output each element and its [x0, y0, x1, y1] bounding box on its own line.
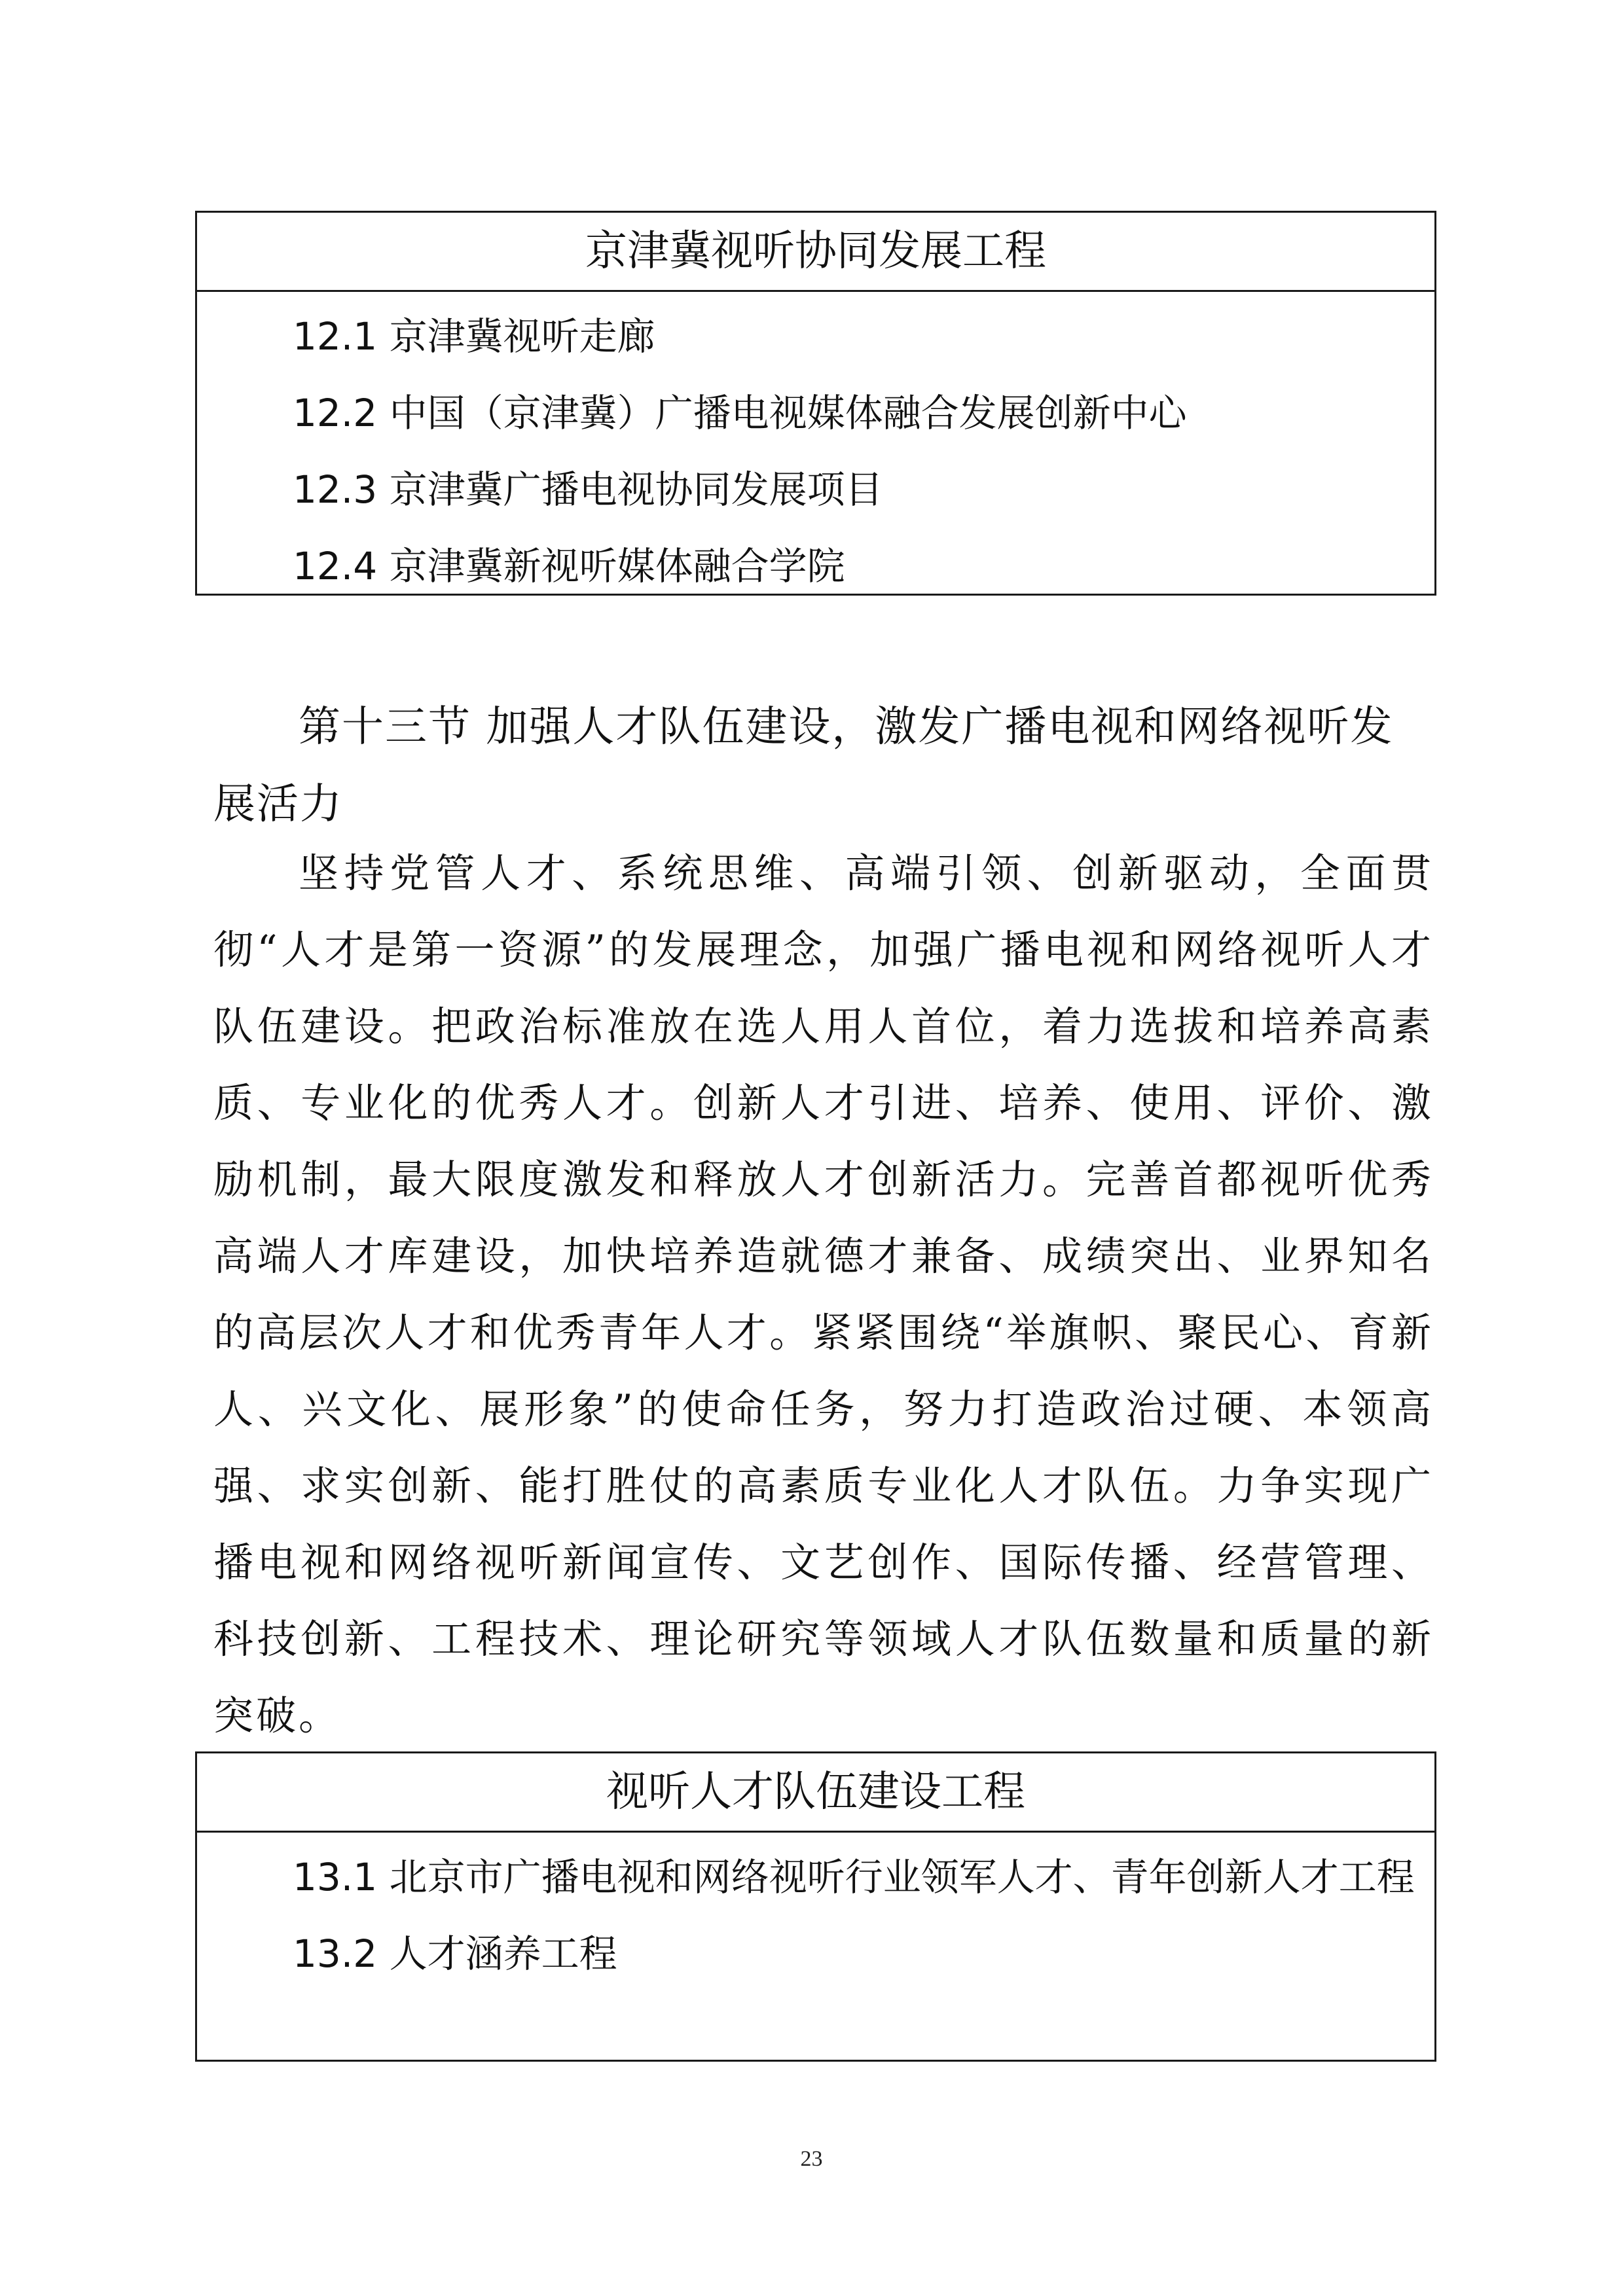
project-item: 13.1 北京市广播电视和网络视听行业领军人才、青年创新人才工程: [293, 1855, 1415, 1899]
project-item: 12.4 京津冀新视听媒体融合学院: [293, 544, 845, 588]
project-item: 12.2 中国（京津冀）广播电视媒体融合发展创新中心: [293, 391, 1187, 435]
project-list: [197, 1833, 1434, 1992]
project-item: 12.3 京津冀广播电视协同发展项目: [293, 467, 883, 512]
project-box-title: 视听人才队伍建设工程: [197, 1753, 1434, 1833]
project-box-beijing-tianjin-hebei: [195, 211, 1436, 596]
page-number: 23: [800, 2147, 823, 2171]
project-item: 13.2 人才涵养工程: [293, 1931, 617, 1976]
project-item: 12.1 京津冀视听走廊: [293, 314, 655, 359]
project-box-talent: [195, 1751, 1436, 2062]
section-heading: 第十三节 加强人才队伍建设，激发广播电视和网络视听发展活力: [213, 703, 1394, 829]
project-list: [197, 292, 1434, 605]
project-box-title: 京津冀视听协同发展工程: [197, 213, 1434, 292]
section-body-paragraph: 坚持党管人才、系统思维、高端引领、创新驱动，全面贯彻“人才是第一资源”的发展理念，加强广播电视和网络视听人才队伍建设。把政治标准放在选人用人首位，着力选拔和培养高素质、专业化的优秀人才。创新人才引进、培养、使用、评价、激励机制，最大限度激发和释放人才创新活力。完善首都视听优秀高端人才库建设，加快培养造就德才兼备、成绩突出、业界知名的高层次人才和优秀青年人才。紧紧围绕“举旗帜、聚民心、育新人、兴文化、展形象”的使命任务，努力打造政治过硬、本领高强、求实创新、能打胜仗的高素质专业化人才队伍。力争实现广播电视和网络视听新闻宣传、文艺创作、国际传播、经营管理、科技创新、工程技术、理论研究等领域人才队伍数量和质量的新突破。: [213, 850, 1434, 1739]
